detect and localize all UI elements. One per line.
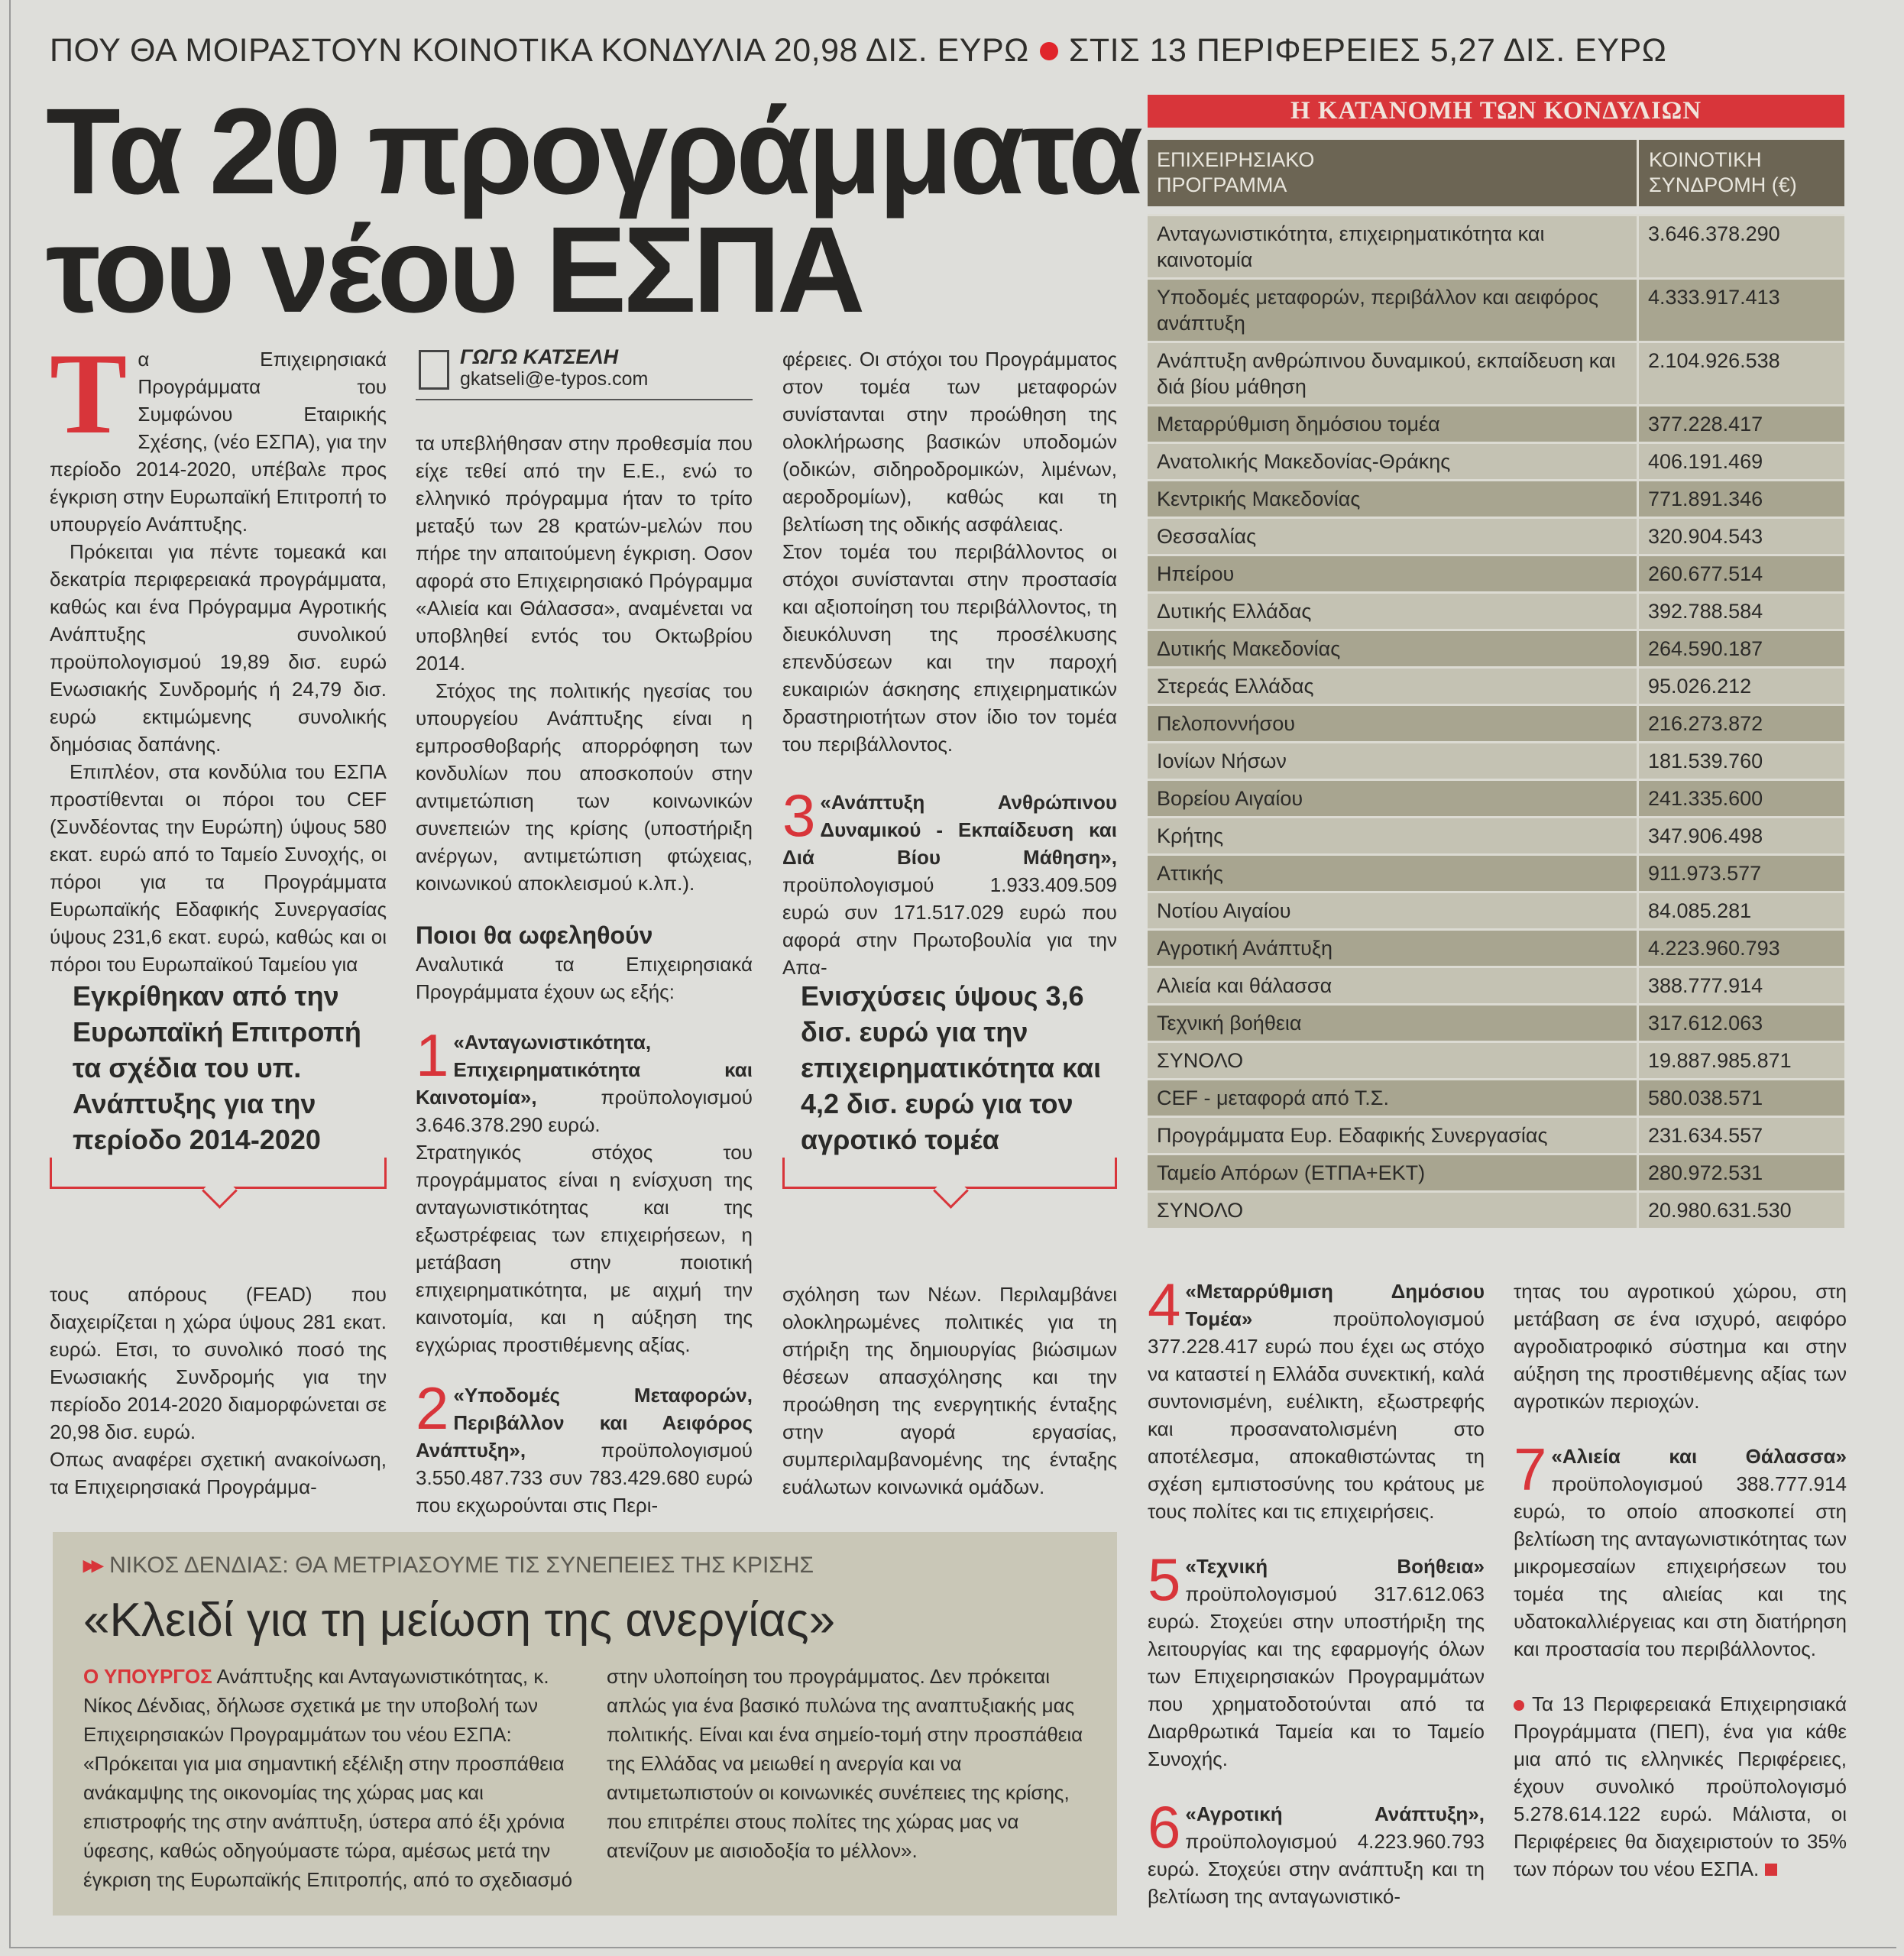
item-number: 3 [782,782,816,849]
amount: 20.980.631.530 [1637,1193,1844,1228]
program-name: Δυτικής Μακεδονίας [1157,637,1341,660]
table-title: Η ΚΑΤΑΝΟΜΗ ΤΩΝ ΚΟΝΔΥΛΙΩΝ [1148,95,1844,128]
amount: 317.612.063 [1637,1006,1844,1041]
program-name: Αγροτική Ανάπτυξη [1157,937,1333,960]
amount: 347.906.498 [1637,818,1844,853]
paragraph: Στον τομέα του περιβάλλοντος οι στόχοι συνίστανται στην προστασία και αξιοποίηση του περιβάλλοντος, τη διευκόλυνση της προσέλκυσης επενδύσεων και την παροχή ευκαιριών άσκησης επιχειρηματικών δραστηριοτήτων στον ίδιο τον τομέα του περιβάλλοντος. [782,540,1117,756]
paragraph: Πρόκειται για πέντε τομεακά και δεκατρία περιφερειακά προγράμματα, καθώς και ένα Πρόγραμμα Αγροτικής Ανάπτυξης συνολικού προϋπολογισμού 19,89 δισ. ευρώ Ενωσιακής Συνδρομής ή 24,79 δισ. ευρώ εκτιμώμενης συνολικής δημόσιας δαπάνης. [50,540,387,756]
item-number: 7 [1514,1436,1547,1503]
program-name: Ανάπτυξη ανθρώπινου δυναμικού, εκπαίδευση και διά βίου μάθηση [1157,349,1616,398]
document-icon [419,350,449,390]
program-name: Στερεάς Ελλάδας [1157,675,1314,698]
column-1-bottom [50,1281,387,1501]
box-body: Ανάπτυξης και Ανταγωνιστικότητας, κ. Νίκος Δένδιας, δήλωσε σχετικά με την υποβολή των Επιχειρησιακών Προγραμμάτων του νέου ΕΣΠΑ: «Πρόκειται για μια σημαντική εξέλιξη στην προσπάθεια ανάκαμψης της οικονομίας της χώρας μας και επιστροφής της στην ανάπτυξη, ύστερα από έξι χρόνια ύφεσης, καθώς οδηγούμαστε τώρα, αμέσως μετά την έγκριση της Ευρωπαϊκής Επιτροπής, από το σχεδιασμό στην υλοποίηση του προγράμματος. Δεν πρόκειται απλώς για ένα βασικό πυλώνα της αναπτυξιακής μας πολιτικής. Είναι και ένα σημείο-τομή στην προσπάθεια της Ελλάδας να μειωθεί η ανεργία και να αντιμετωπιστούν οι κοινωνικές συνέπειες της κρίσης, που επιτρέπει στους πολίτες της χώρας μας να ατενίζουν με αισιοδοξία το μέλλον». [83,1665,1083,1891]
column-5 [1514,1278,1847,1883]
amount: 911.973.577 [1637,856,1844,891]
pull-quote-text: Ενισχύσεις ύψους 3,6 δισ. ευρώ για την επιχειρηματικότητα και 4,2 δισ. ευρώ για τον αγροτικό τομέα [801,980,1102,1155]
program-name: Αλιεία και θάλασσα [1157,974,1332,997]
column-header-program: ΕΠΙΧΕΙΡΗΣΙΑΚΟ ΠΡΟΓΡΑΜΜΑ [1157,148,1315,196]
item-number: 5 [1148,1546,1181,1613]
table-row [1148,629,1844,666]
table-row [1148,1116,1844,1153]
table-row [1148,404,1844,442]
item-title: «Μεταρρύθμιση Δημόσιου Τομέα» [1185,1280,1485,1330]
red-dot-icon [1040,42,1058,60]
paragraph: Στρατηγικός στόχος του προγράμματος είναι η ενίσχυση της ανταγωνιστικότητας και της εξωστρέφειας των επιχειρήσεων, η μετάβαση στην ποιοτική επιχειρηματικότητα, με αιχμή την καινοτομία, και η αύξηση της εγχώριας προστιθέμενης αξίας. [416,1141,753,1356]
program-name: Πελοποννήσου [1157,712,1295,735]
table-row [1148,1153,1844,1190]
item-number: 1 [416,1022,449,1089]
subheading: Ποιοι θα ωφεληθούν [416,921,653,949]
column-4 [1148,1271,1485,1910]
table-row [1148,741,1844,779]
pull-quote-text: Εγκρίθηκαν από την Ευρωπαϊκή Επιτροπή τα σχέδια του υπ. Ανάπτυξης για την περίοδο 2014-2020 [73,980,361,1155]
column-header-amount: ΚΟΙΝΟΤΙΚΗ ΣΥΝΔΡΟΜΗ (€) [1649,148,1797,196]
amount: 264.590.187 [1637,631,1844,666]
pull-quote-2 [782,978,1117,1189]
box-lead: Ο ΥΠΟΥΡΓΟΣ [83,1665,212,1688]
table-row [1148,591,1844,629]
kicker-part-2: ΣΤΙΣ 13 ΠΕΡΙΦΕΡΕΙΕΣ 5,27 ΔΙΣ. ΕΥΡΩ [1068,32,1667,69]
program-name: Ηπείρου [1157,562,1235,585]
program-name: Θεσσαλίας [1157,525,1257,548]
sidebar-box [53,1532,1117,1916]
author-email[interactable]: gkatseli@e-typos.com [460,368,649,390]
program-name: Κεντρικής Μακεδονίας [1157,487,1361,510]
item-text: προϋπολογισμού 377.228.417 ευρώ που έχει ως στόχο να καταστεί η Ελλάδα συνεκτική, καλά συντονισμένη, ευέλικτη, εξωστρεφής και προσανατολισμένη στο αποτέλεσμα, αποκαθιστώντας τη σχέση εμπιστοσύνης του κράτους με τους πολίτες και τις επιχειρήσεις. [1148,1307,1485,1523]
amount: 19.887.985.871 [1637,1043,1844,1078]
program-name: Μεταρρύθμιση δημόσιου τομέα [1157,413,1440,436]
program-name: Νοτίου Αιγαίου [1157,899,1291,922]
double-arrow-icon: ▸▸ [83,1553,101,1578]
table-header [1148,140,1844,206]
column-2 [416,429,753,1519]
amount: 216.273.872 [1637,706,1844,741]
amount: 95.026.212 [1637,669,1844,704]
paragraph: τα υπεβλήθησαν στην προθεσμία που είχε τεθεί από την Ε.Ε., ενώ το ελληνικό πρόγραμμα ήταν το τρίτο μεταξύ των 28 κρατών-μελών που πήρε την απαιτούμενη έγκριση. Οσον αφορά στο Επιχειρησιακό Πρόγραμμα «Αλιεία και Θάλασσα», αναμένεται να υποβληθεί εντός του Οκτωβρίου 2014. [416,432,753,675]
end-mark-icon [1765,1864,1777,1876]
table-row [1148,816,1844,853]
kicker [50,32,1666,70]
paragraph: τους απόρους (FEAD) που διαχειρίζεται η χώρα ύψους 281 εκατ. ευρώ. Ετσι, το συνολικό ποσό της Ενωσιακής Συνδρομής για την περίοδο 2014-2020 διαμορφώνεται σε 20,98 δισ. ευρώ. [50,1283,387,1443]
amount: 4.223.960.793 [1637,931,1844,966]
item-number: 2 [416,1375,449,1442]
paragraph: τητας του αγροτικού χώρου, στη μετάβαση σε ένα ισχυρό, αειφόρο αγροδιατροφικό σύστημα και στην αύξηση της προστιθέμενης αξίας των αγροτικών περιοχών. [1514,1280,1847,1413]
item-text: προϋπολογισμού 3.550.487.733 συν 783.429.680 ευρώ που εκχωρούνται στις Περι- [416,1439,753,1517]
program-name: Δυτικής Ελλάδας [1157,600,1312,623]
box-kicker: ΝΙΚΟΣ ΔΕΝΔΙΑΣ: ΘΑ ΜΕΤΡΙΑΣΟΥΜΕ ΤΙΣ ΣΥΝΕΠΕΙΕΣ ΤΗΣ ΚΡΙΣΗΣ [109,1553,814,1578]
amount: 388.777.914 [1637,968,1844,1003]
drop-cap: Τ [50,329,128,458]
amount: 260.677.514 [1637,556,1844,591]
program-name: Βορείου Αιγαίου [1157,787,1303,810]
item-title: «Τεχνική Βοήθεια» [1185,1555,1485,1578]
table-row [1148,479,1844,517]
paragraph: φέρειες. Οι στόχοι του Προγράμματος στον τομέα των μεταφορών συνίστανται στην προώθηση της ολοκλήρωσης βασικών υποδομών (οδικών, σιδηροδρομικών, λιμένων, αεροδρομίων), καθώς και τη βελτίωση της οδικής ασφάλειας. [782,348,1117,536]
amount: 280.972.531 [1637,1155,1844,1190]
amount: 231.634.557 [1637,1118,1844,1153]
amount: 771.891.346 [1637,481,1844,517]
table-row [1148,704,1844,741]
box-text [83,1662,1099,1894]
item-title: «Ανταγωνιστικότητα, Επιχειρηματικότητα και Καινοτομία», [416,1031,753,1109]
program-name: Τεχνική βοήθεια [1157,1012,1302,1035]
program-name: Ταμείο Απόρων (ΕΤΠΑ+ΕΚΤ) [1157,1161,1426,1184]
bullet-icon [1514,1700,1524,1711]
item-number: 4 [1148,1271,1181,1338]
column-3-top [782,345,1117,981]
amount: 406.191.469 [1637,444,1844,479]
item-text: προϋπολογισμού 3.646.378.290 ευρώ. [416,1086,753,1136]
pull-quote-1 [50,978,387,1189]
headline [46,83,1140,338]
table-row [1148,517,1844,554]
table-row [1148,214,1844,277]
table-row [1148,928,1844,966]
pull-quote-bracket [50,1158,387,1189]
table-row [1148,666,1844,704]
table-row [1148,341,1844,404]
program-name: Αττικής [1157,862,1223,885]
amount: 4.333.917.413 [1637,280,1844,341]
paragraph: σχόληση των Νέων. Περιλαμβάνει ολοκληρωμένες πολιτικές για τη στήριξη της δημιουργίας βιώσιμων θέσεων απασχόλησης και την προώθηση της ενεργητικής ένταξης στην αγορά εργασίας, συμπεριλαμβανομένης της ένταξης ευάλωτων κοινωνικά ομάδων. [782,1283,1117,1498]
paragraph: Τα 13 Περιφερειακά Επιχειρησιακά Προγράμματα (ΠΕΠ), ένα για κάθε μια από τις ελληνικές Περιφέρειες, έχουν συνολικό προϋπολογισμό 5.278.614.122 ευρώ. Μάλιστα, οι Περιφέρειες θα διαχειριστούν το 35% των πόρων του νέου ΕΣΠΑ. [1514,1692,1847,1880]
headline-line-1: Τα 20 προγράμματα [46,83,1140,219]
amount: 241.335.600 [1637,781,1844,816]
author-name: ΓΩΓΩ ΚΑΤΣΕΛΗ [460,345,619,368]
allocation-table [1148,214,1844,1228]
item-text: προϋπολογισμού 1.933.409.509 ευρώ συν 171.517.029 ευρώ που αφορά στην Πρωτοβουλία για την Απα- [782,873,1117,979]
column-3-bottom [782,1281,1117,1501]
table-row [1148,277,1844,341]
table-row [1148,1003,1844,1041]
column-1-top [50,329,387,978]
item-title: «Υποδομές Μεταφορών, Περιβάλλον και Αειφόρος Ανάπτυξη», [416,1384,753,1462]
program-name: Κρήτης [1157,824,1224,847]
pull-quote-bracket [782,1158,1117,1189]
program-name: CEF - μεταφορά από Τ.Σ. [1157,1086,1389,1109]
paragraph: Στόχος της πολιτικής ηγεσίας του υπουργείου Ανάπτυξης είναι η εμπροσθοβαρής απορρόφηση των κονδυλίων που αποσκοπούν στην αντιμετώπιση των κοινωνικών συνεπειών της κρίσης (υποστήριξη ανέργων, αντιμετώπιση φτώχειας, κοινωνικού αποκλεισμού κ.λπ.). [416,679,753,895]
amount: 3.646.378.290 [1637,216,1844,277]
byline [416,345,753,400]
table-row [1148,891,1844,928]
amount: 84.085.281 [1637,893,1844,928]
program-name: Υποδομές μεταφορών, περιβάλλον και αειφόρος ανάπτυξη [1157,286,1598,335]
table-row [1148,966,1844,1003]
amount: 181.539.760 [1637,743,1844,779]
program-name: ΣΥΝΟΛΟ [1157,1199,1244,1222]
amount: 580.038.571 [1637,1080,1844,1116]
headline-line-2: του νέου ΕΣΠΑ [46,201,862,338]
item-text: προϋπολογισμού 317.612.063 ευρώ. Στοχεύει στην υποστήριξη της λειτουργίας και της εφαρμογής όλων των Επιχειρησιακών Προγραμμάτων που χρηματοδοτούνται από τα Διαρθρωτικά Ταμεία και το Ταμείο Συνοχής. [1148,1582,1485,1770]
item-number: 6 [1148,1793,1181,1860]
amount: 392.788.584 [1637,594,1844,629]
program-name: Ανατολικής Μακεδονίας-Θράκης [1157,450,1451,473]
paragraph: Οπως αναφέρει σχετική ανακοίνωση, τα Επιχειρησιακά Προγράμμα- [50,1448,387,1498]
table-row [1148,442,1844,479]
kicker-part-1: ΠΟΥ ΘΑ ΜΟΙΡΑΣΤΟΥΝ ΚΟΙΝΟΤΙΚΑ ΚΟΝΔΥΛΙΑ 20,98 ΔΙΣ. ΕΥΡΩ [50,32,1029,69]
program-name: ΣΥΝΟΛΟ [1157,1049,1244,1072]
item-title: «Ανάπτυξη Ανθρώπινου Δυναμικού - Εκπαίδευση και Διά Βίου Μάθηση», [782,791,1117,869]
paragraph: Επιπλέον, στα κονδύλια του ΕΣΠΑ προστίθενται οι πόροι του CEF (Συνδέοντας την Ευρώπη) ύψους 580 εκατ. ευρώ από το Ταμείο Συνοχής, οι πόροι για τα Προγράμματα Ευρωπαϊκής Εδαφικής Συνεργασίας ύψους 231,6 εκατ. ευρώ, καθώς και οι πόροι του Ευρωπαϊκού Ταμείου για [50,760,387,976]
paragraph: α Επιχειρησιακά Προγράμματα του Συμφώνου Εταιρικής Σχέσης, (νέο ΕΣΠΑ), για την περίοδο 2014-2020, υπέβαλε προς έγκριση στην Ευρωπαϊκή Επιτροπή το υπουργείο Ανάπτυξης. [50,348,387,536]
table-row [1148,1078,1844,1116]
program-name: Ιονίων Νήσων [1157,750,1287,772]
program-name: Ανταγωνιστικότητα, επιχειρηματικότητα και καινοτομία [1157,222,1545,271]
item-text: προϋπολογισμού 4.223.960.793 ευρώ. Στοχεύει στην ανάπτυξη και τη βελτίωση της ανταγωνιστικό- [1148,1830,1485,1908]
amount: 320.904.543 [1637,519,1844,554]
item-title: «Αλιεία και Θάλασσα» [1551,1445,1847,1468]
box-title: «Κλειδί για τη μείωση της ανεργίας» [83,1594,836,1647]
amount: 2.104.926.538 [1637,343,1844,404]
program-name: Προγράμματα Ευρ. Εδαφικής Συνεργασίας [1157,1124,1548,1147]
amount: 377.228.417 [1637,406,1844,442]
table-row [1148,1041,1844,1078]
table-row [1148,853,1844,891]
table-row [1148,554,1844,591]
item-title: «Αγροτική Ανάπτυξη», [1185,1802,1485,1825]
paragraph: Αναλυτικά τα Επιχειρησιακά Προγράμματα έχουν ως εξής: [416,953,753,1003]
table-row [1148,779,1844,816]
table-row [1148,1190,1844,1228]
item-text: προϋπολογισμού 388.777.914 ευρώ, το οποίο αποσκοπεί στη βελτίωση της ανταγωνιστικότητας των μικρομεσαίων επιχειρήσεων του τομέα της αλιείας και της υδατοκαλλιέργειας και στη διατήρηση και προστασία του περιβάλλοντος. [1514,1472,1847,1660]
